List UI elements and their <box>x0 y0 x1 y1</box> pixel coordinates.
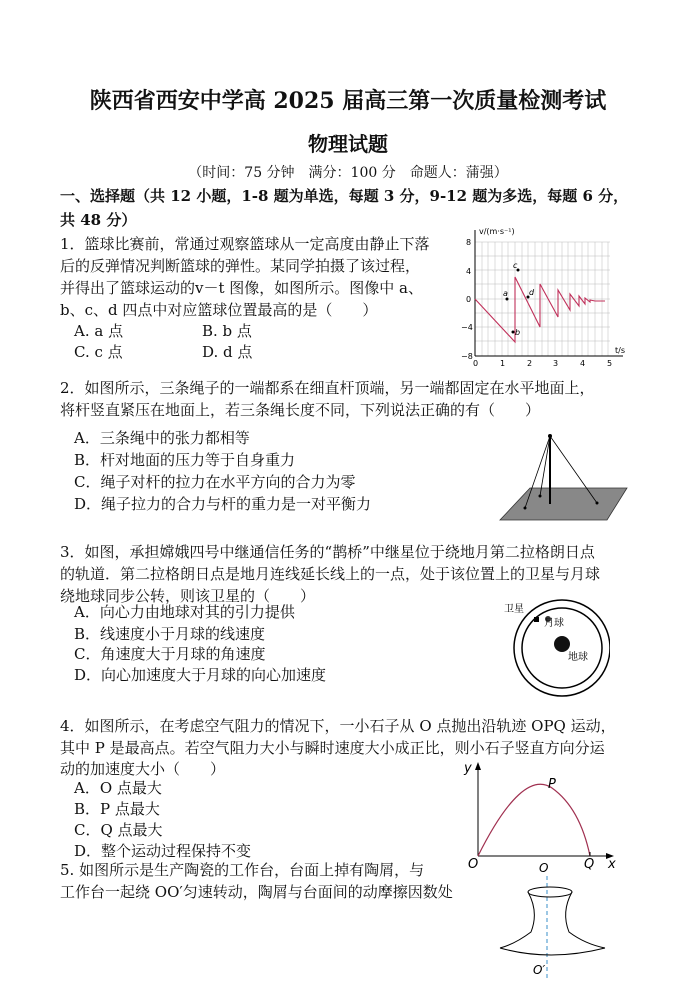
page-title: 陕西省西安中学高 2025 届高三第一次质量检测考试 <box>89 88 607 114</box>
point-o: O <box>468 857 479 870</box>
q4-option-b: B．P 点最大 <box>74 800 160 818</box>
q1-line: 1．篮球比赛前，常通过观察篮球从一定高度由静止下落 <box>60 235 430 253</box>
moon-label: 月球 <box>544 618 564 629</box>
q3-orbit-figure <box>500 596 610 702</box>
q3-option-c: C．角速度大于月球的角速度 <box>74 645 266 663</box>
ytick: −8 <box>461 352 473 361</box>
earth-label: 地球 <box>568 652 588 663</box>
q2-option-a: A．三条绳中的张力都相等 <box>74 429 250 447</box>
q1-line: 后的反弹情况判断篮球的弹性。某同学拍摄了该过程， <box>60 257 421 275</box>
ytick: −4 <box>461 323 473 332</box>
q4-line: 动的加速度大小（ ） <box>60 760 226 778</box>
q1-option-c: C. c 点 <box>74 343 123 361</box>
q2-option-c: C．绳子对杆的拉力在水平方向的合力为零 <box>74 473 356 491</box>
xtick: 3 <box>553 359 559 368</box>
q1-graph-ylabel: v/(m·s⁻¹) <box>479 227 515 236</box>
q1-option-a: A. a 点 <box>74 322 124 340</box>
satellite-label: 卫星 <box>504 604 524 615</box>
xtick: 1 <box>500 359 506 368</box>
q1-line: b、c、d 四点中对应篮球位置最高的是（ ） <box>60 301 378 319</box>
q1-vt-graph <box>455 222 635 370</box>
xtick: 5 <box>607 359 613 368</box>
q3-option-a: A．向心力由地球对其的引力提供 <box>74 603 295 621</box>
q3-line: 3．如图，承担嫦娥四号中继通信任务的“鹊桥”中继星位于绕地月第二拉格朗日点 <box>60 543 595 561</box>
point-q: Q <box>584 857 595 870</box>
q4-option-a: A．O 点最大 <box>74 779 162 797</box>
q4-line: 其中 P 是最高点。若空气阻力大小与瞬时速度大小成正比，则小石子竖直方向分运 <box>60 739 605 757</box>
q1-option-d: D. d 点 <box>202 343 253 361</box>
exam-meta: （时间：75 分钟 满分：100 分 命题人：蒲强） <box>188 165 508 181</box>
q2-option-d: D．绳子拉力的合力与杆的重力是一对平衡力 <box>74 495 372 513</box>
q1-option-b: B. b 点 <box>202 322 252 340</box>
q4-line: 4．如图所示，在考虑空气阻力的情况下，一小石子从 O 点抛出沿轨迹 OPQ 运动， <box>60 717 616 735</box>
q5-line: 工作台一起绕 OO′匀速转动，陶屑与台面间的动摩擦因数处 <box>60 883 453 901</box>
axis-bottom-label: O′ <box>533 963 546 977</box>
point-a: a <box>503 289 508 298</box>
ytick: 0 <box>466 295 472 304</box>
q5-turntable-figure <box>495 862 615 980</box>
q3-option-b: B．线速度小于月球的线速度 <box>74 625 266 643</box>
q2-option-b: B．杆对地面的压力等于自身重力 <box>74 451 296 469</box>
point-p: P <box>548 777 556 792</box>
q2-pole-figure <box>495 428 635 524</box>
q2-line: 将杆竖直紧压在地面上，若三条绳长度不同，下列说法正确的有（ ） <box>60 401 541 419</box>
point-b: b <box>515 328 521 337</box>
q3-line: 绕地球同步公转，则该卫星的（ ） <box>60 587 316 605</box>
q1-graph-xlabel: t/s <box>615 346 625 355</box>
q3-line: 的轨道．第二拉格朗日点是地月连线延长线上的一点，处于该位置上的卫星与月球 <box>60 565 601 583</box>
q4-option-c: C．Q 点最大 <box>74 821 163 839</box>
q1-line: 并得出了篮球运动的v－t 图像，如图所示。图像中 a、 <box>60 279 423 297</box>
ytick: 4 <box>466 267 472 276</box>
point-c: c <box>513 261 518 270</box>
page-subtitle: 物理试题 <box>308 132 388 156</box>
axis-x-label: x <box>608 857 616 870</box>
section-heading: 一、选择题（共 12 小题，1-8 题为单选，每题 3 分，9-12 题为多选，每题 6 分， <box>60 187 629 205</box>
section-heading-cont: 共 48 分） <box>60 211 137 229</box>
q4-trajectory-figure <box>462 758 622 870</box>
xtick: 4 <box>580 359 586 368</box>
axis-y-label: y <box>464 761 472 776</box>
axis-top-label: O <box>539 862 549 875</box>
q5-line: 5. 如图所示是生产陶瓷的工作台，台面上掉有陶屑，与 <box>60 861 425 879</box>
xtick: 0 <box>473 359 479 368</box>
q3-option-d: D．向心加速度大于月球的向心加速度 <box>74 666 327 684</box>
q2-line: 2．如图所示，三条绳子的一端都系在细直杆顶端，另一端都固定在水平地面上， <box>60 379 595 397</box>
q4-option-d: D．整个运动过程保持不变 <box>74 842 252 860</box>
point-d: d <box>529 288 535 297</box>
ytick: 8 <box>466 238 472 247</box>
xtick: 2 <box>527 359 533 368</box>
